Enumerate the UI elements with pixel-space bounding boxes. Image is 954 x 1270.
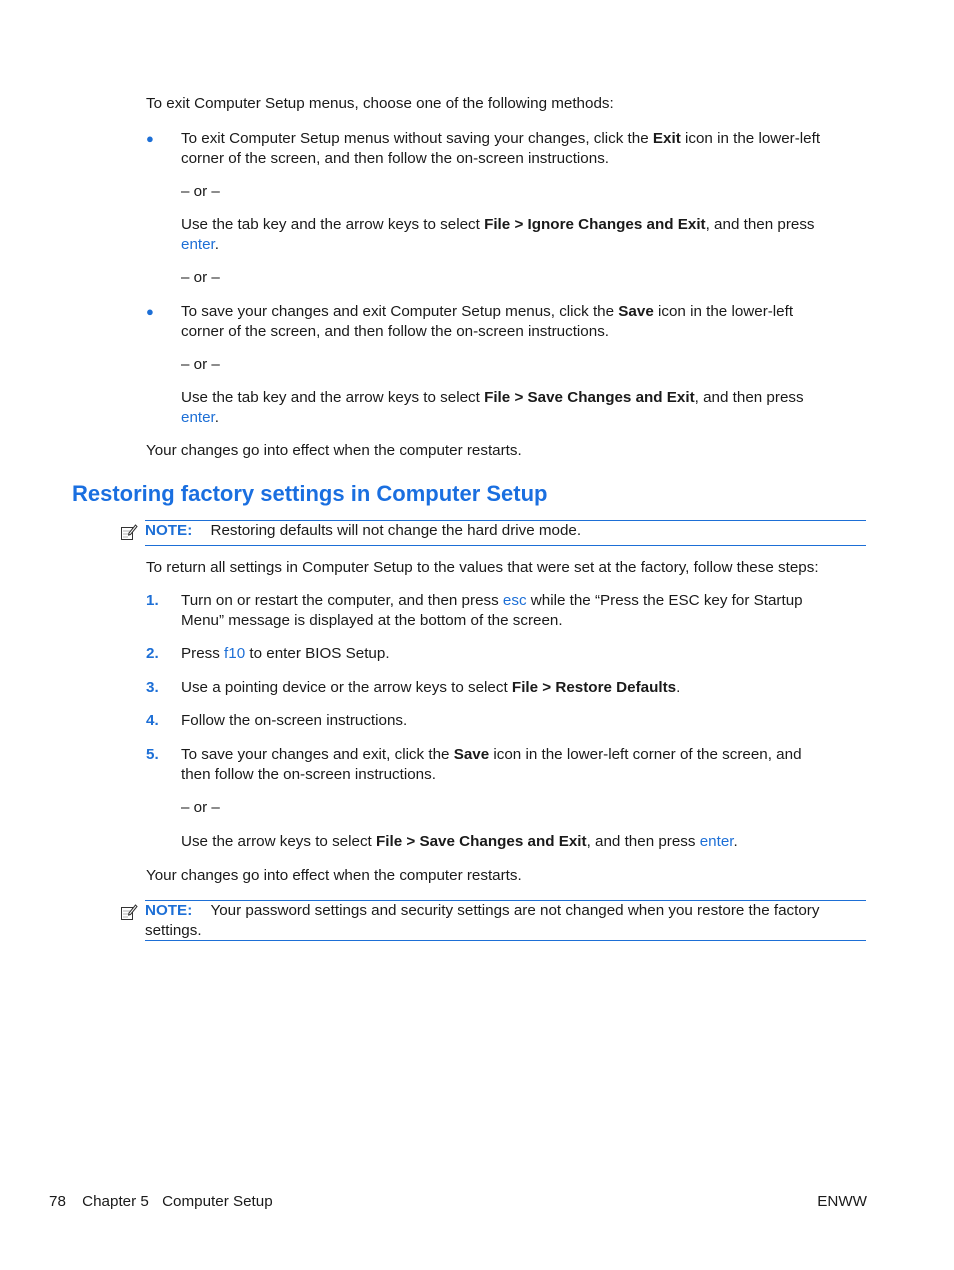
- step-2-text: Press: [181, 645, 225, 662]
- key-f10: f10: [224, 645, 246, 662]
- or-separator: – or –: [181, 356, 220, 373]
- chapter-title: Computer Setup: [162, 1193, 273, 1210]
- bullet-icon: ●: [146, 131, 154, 146]
- alt-bold: File > Save Changes and Exit: [484, 389, 695, 406]
- note-text: Restoring defaults will not change the hard drive mode.: [210, 522, 582, 539]
- step-3-text-post: .: [676, 679, 681, 696]
- note-label: NOTE:: [145, 522, 193, 539]
- or-separator: – or –: [181, 183, 220, 200]
- alt-bold: File > Ignore Changes and Exit: [484, 216, 706, 233]
- or-separator: – or –: [181, 799, 220, 816]
- exit-method-2-alt: [181, 388, 871, 428]
- key-enter: enter: [181, 236, 215, 253]
- page-number: 78: [49, 1193, 66, 1210]
- note-pencil-icon: [120, 523, 138, 541]
- step-5-alt: [181, 832, 871, 852]
- step-4: Follow the on-screen instructions.: [181, 712, 408, 729]
- alt-text-post: , and then press: [705, 216, 815, 233]
- step-number: 3.: [146, 679, 159, 696]
- alt-text: Use the arrow keys to select: [181, 833, 376, 850]
- effect-text: Your changes go into effect when the computer restarts.: [146, 867, 522, 884]
- exit-method-1: [181, 129, 871, 169]
- exit-method-2-line2: corner of the screen, and then follow the on-screen instructions.: [181, 323, 610, 340]
- step-2-text-post: to enter BIOS Setup.: [245, 645, 390, 662]
- step-5-bold: Save: [453, 746, 490, 763]
- alt-end: .: [733, 833, 738, 850]
- exit-method-1-alt: [181, 215, 871, 255]
- bullet-icon: ●: [146, 304, 154, 319]
- step-1-text: Turn on or restart the computer, and then press: [181, 592, 503, 609]
- step-number: 5.: [146, 746, 159, 763]
- alt-end: .: [214, 409, 220, 426]
- section-title: Restoring factory settings in Computer Setup: [72, 481, 548, 506]
- note-box-2: [145, 900, 866, 941]
- step-number: 1.: [146, 592, 159, 609]
- exit-method-2-bold: Save: [618, 303, 654, 320]
- footer-left: [49, 1192, 273, 1212]
- note-text-line2: settings.: [145, 922, 202, 939]
- exit-method-1-bold: Exit: [652, 130, 681, 147]
- note-pencil-icon: [120, 903, 138, 921]
- step-5: [181, 745, 871, 785]
- alt-text: Use the tab key and the arrow keys to select: [181, 389, 485, 406]
- step-number: 2.: [146, 645, 159, 662]
- exit-method-1-text-post: icon in the lower-left: [680, 130, 821, 147]
- exit-method-1-text: To exit Computer Setup menus without saving your changes, click the: [181, 130, 653, 147]
- step-5-line2: then follow the on-screen instructions.: [181, 766, 436, 783]
- steps-intro: To return all settings in Computer Setup to the values that were set at the factory, follow these steps:: [146, 559, 819, 576]
- step-3: [181, 678, 871, 698]
- step-1-text-post: while the “Press the ESC key for Startup: [526, 592, 803, 609]
- step-5-text-post: icon in the lower-left corner of the screen, and: [489, 746, 802, 763]
- step-5-text: To save your changes and exit, click the: [181, 746, 454, 763]
- alt-end: .: [214, 236, 220, 253]
- alt-text-post: , and then press: [586, 833, 700, 850]
- alt-bold: File > Save Changes and Exit: [375, 833, 587, 850]
- step-1: [181, 591, 871, 631]
- exit-method-2-text-post: icon in the lower-left: [653, 303, 794, 320]
- key-esc: esc: [502, 592, 527, 609]
- alt-text-post: , and then press: [694, 389, 804, 406]
- alt-text: Use the tab key and the arrow keys to select: [181, 216, 485, 233]
- intro-text: To exit Computer Setup menus, choose one of the following methods:: [146, 95, 614, 112]
- exit-method-2-text: To save your changes and exit Computer Setup menus, click the: [181, 303, 619, 320]
- effect-text: Your changes go into effect when the computer restarts.: [146, 442, 522, 459]
- exit-method-2: [181, 302, 871, 342]
- note-text: Your password settings and security settings are not changed when you restore the factory: [210, 902, 820, 919]
- key-enter: enter: [181, 409, 215, 426]
- footer-locale: ENWW: [817, 1193, 867, 1210]
- step-1-line2: Menu” message is displayed at the bottom of the screen.: [181, 612, 563, 629]
- or-separator: – or –: [181, 269, 220, 286]
- step-2: [181, 644, 871, 664]
- key-enter: enter: [699, 833, 734, 850]
- note-label: NOTE:: [145, 902, 193, 919]
- step-number: 4.: [146, 712, 159, 729]
- step-3-bold: File > Restore Defaults: [511, 679, 677, 696]
- note-box-1: [145, 520, 866, 546]
- exit-method-1-line2: corner of the screen, and then follow the on-screen instructions.: [181, 150, 610, 167]
- step-3-text: Use a pointing device or the arrow keys to select: [181, 679, 512, 696]
- chapter-label: Chapter 5: [82, 1193, 149, 1210]
